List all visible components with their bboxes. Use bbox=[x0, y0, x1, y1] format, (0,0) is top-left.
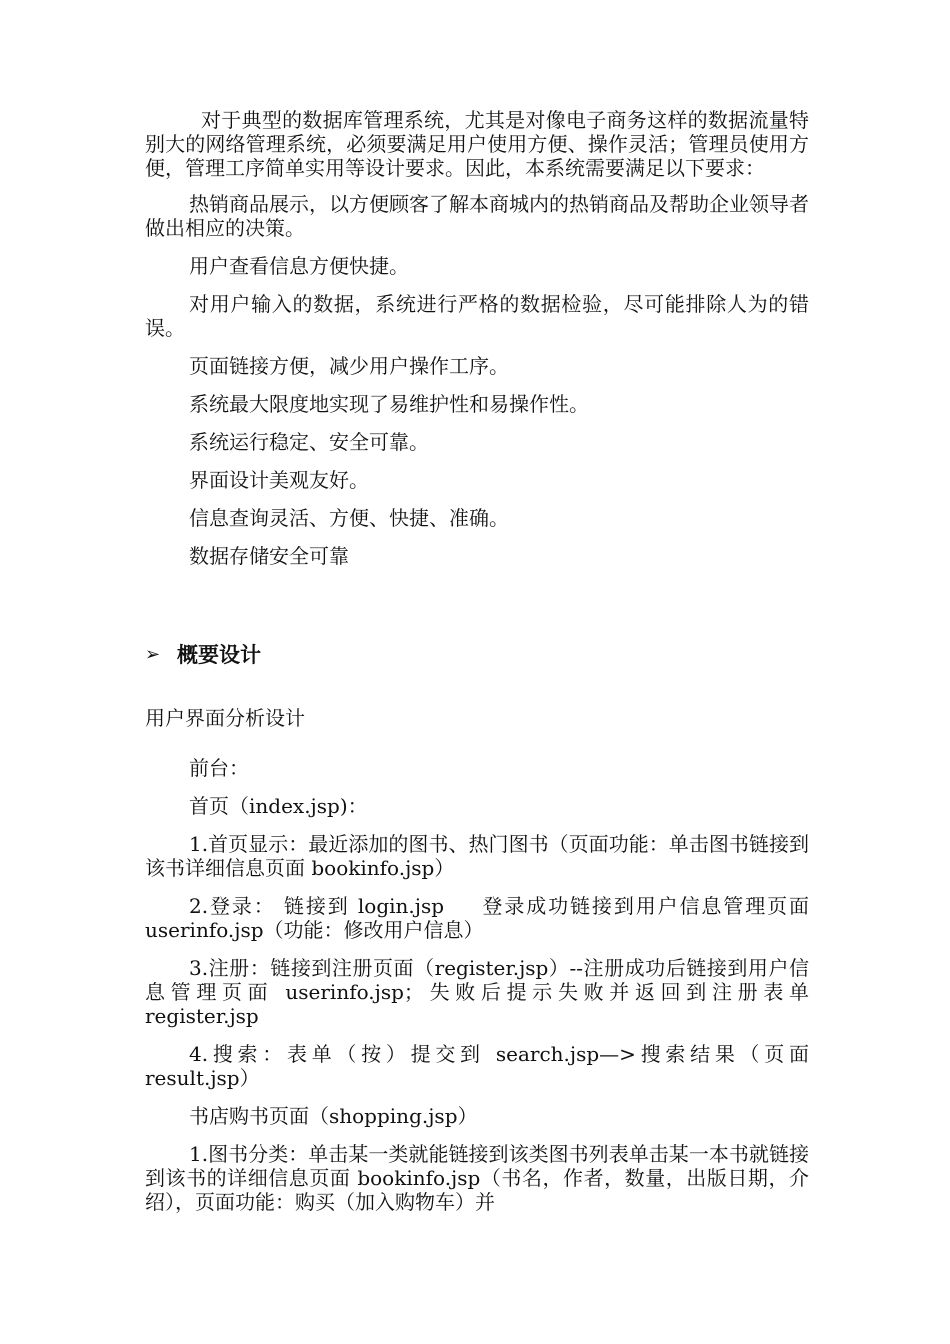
arrow-bullet-icon: ➢ bbox=[145, 644, 161, 665]
body-line: 书店购书页面（shopping.jsp） bbox=[189, 1104, 478, 1128]
requirement-item: 热销商品展示，以方便顾客了解本商城内的热销商品及帮助企业领导者做出相应的决策。 bbox=[145, 192, 809, 240]
body-line: 2.登录： 链接到 login.jsp 登录成功链接到用户信息管理页面 userinfo.jsp（功能：修改用户信息） bbox=[145, 894, 809, 942]
subsection-title: 用户界面分析设计 bbox=[145, 706, 305, 730]
body-line: 1.首页显示：最近添加的图书、热门图书（页面功能：单击图书链接到该书详细信息页面 bookinfo.jsp） bbox=[145, 832, 809, 880]
requirement-item: 对用户输入的数据，系统进行严格的数据检验，尽可能排除人为的错误。 bbox=[145, 292, 809, 340]
body-line: 前台： bbox=[189, 756, 249, 780]
requirement-item: 界面设计美观友好。 bbox=[189, 468, 369, 492]
section-heading bbox=[145, 642, 809, 668]
requirement-item: 系统运行稳定、安全可靠。 bbox=[189, 430, 429, 454]
requirement-item: 用户查看信息方便快捷。 bbox=[189, 254, 409, 278]
body-line: 首页（index.jsp)： bbox=[189, 794, 368, 818]
body-line: 4.搜索：表单（按）提交到 search.jsp—>搜索结果（页面 result.jsp） bbox=[145, 1042, 809, 1090]
requirement-item: 页面链接方便，减少用户操作工序。 bbox=[189, 354, 509, 378]
intro-paragraph: 对于典型的数据库管理系统，尤其是对像电子商务这样的数据流量特别大的网络管理系统，必须要满足用户使用方便、操作灵活；管理员使用方便，管理工序简单实用等设计要求。因此，本系统需要满足以下要求： bbox=[145, 108, 809, 180]
document-page bbox=[145, 108, 809, 1214]
section-title: 概要设计 bbox=[177, 643, 261, 667]
body-line: 1.图书分类：单击某一类就能链接到该类图书列表单击某一本书就链接到该书的详细信息页面 bookinfo.jsp（书名，作者，数量，出版日期，介绍），页面功能：购买（加入购物车）并 bbox=[145, 1142, 809, 1214]
body-line: 3.注册：链接到注册页面（register.jsp）--注册成功后链接到用户信息管理页面 userinfo.jsp；失败后提示失败并返回到注册表单 register.jsp bbox=[145, 956, 809, 1028]
requirement-item: 信息查询灵活、方便、快捷、准确。 bbox=[189, 506, 509, 530]
requirement-item: 系统最大限度地实现了易维护性和易操作性。 bbox=[189, 392, 589, 416]
requirement-item: 数据存储安全可靠 bbox=[189, 544, 349, 568]
